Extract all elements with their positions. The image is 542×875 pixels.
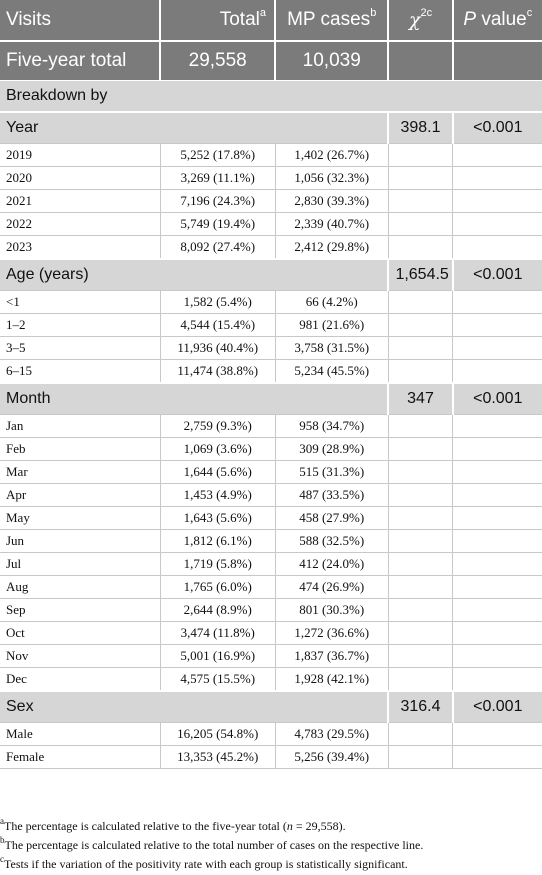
section-row-month xyxy=(0,383,542,415)
row-chi2-empty xyxy=(388,553,452,576)
row-mp-cases: 66 (4.2%) xyxy=(275,291,388,314)
row-total: 11,474 (38.8%) xyxy=(160,360,275,384)
row-p-empty xyxy=(453,622,542,645)
table-row xyxy=(0,360,542,384)
table-row xyxy=(0,314,542,337)
header-mp-cases: MP cases$^b$ xyxy=(275,0,388,41)
section-p-value: <0.001 xyxy=(453,259,542,291)
row-chi2-empty xyxy=(388,599,452,622)
row-chi2-empty xyxy=(388,746,452,769)
section-p-value: <0.001 xyxy=(453,383,542,415)
row-total: 3,269 (11.1%) xyxy=(160,167,275,190)
row-p-empty xyxy=(453,167,542,190)
row-mp-cases: 515 (31.3%) xyxy=(275,461,388,484)
table-row xyxy=(0,190,542,213)
row-total: 5,001 (16.9%) xyxy=(160,645,275,668)
table-row xyxy=(0,668,542,692)
footnote-c: $^c$Tests if the variation of the positivity rate with each group is statistically significant. xyxy=(0,854,408,871)
section-chi2: 398.1 xyxy=(388,112,452,144)
table-row xyxy=(0,553,542,576)
row-p-empty xyxy=(453,599,542,622)
row-p-empty xyxy=(453,236,542,260)
row-p-empty xyxy=(453,553,542,576)
row-chi2-empty xyxy=(388,291,452,314)
row-label: Apr xyxy=(0,484,160,507)
five-year-total-row xyxy=(0,41,542,81)
row-label: 2023 xyxy=(0,236,160,260)
section-row-sex xyxy=(0,691,542,723)
breakdown-row xyxy=(0,81,542,113)
row-mp-cases: 2,412 (29.8%) xyxy=(275,236,388,260)
row-mp-cases: 958 (34.7%) xyxy=(275,415,388,438)
row-chi2-empty xyxy=(388,530,452,553)
row-label: Aug xyxy=(0,576,160,599)
section-chi2: 316.4 xyxy=(388,691,452,723)
row-mp-cases: 1,272 (36.6%) xyxy=(275,622,388,645)
header-chi-square: $\chi^{2c}$ xyxy=(388,0,452,41)
section-label: Month xyxy=(0,383,388,415)
row-mp-cases: 2,830 (39.3%) xyxy=(275,190,388,213)
row-chi2-empty xyxy=(388,190,452,213)
row-label: <1 xyxy=(0,291,160,314)
row-chi2-empty xyxy=(388,668,452,692)
row-label: 2021 xyxy=(0,190,160,213)
header-row xyxy=(0,0,542,41)
row-p-empty xyxy=(453,213,542,236)
row-chi2-empty xyxy=(388,337,452,360)
row-label: Jun xyxy=(0,530,160,553)
row-mp-cases: 1,837 (36.7%) xyxy=(275,645,388,668)
row-total: 8,092 (27.4%) xyxy=(160,236,275,260)
table-sections xyxy=(0,112,542,769)
row-p-empty xyxy=(453,576,542,599)
row-label: Dec xyxy=(0,668,160,692)
row-total: 2,644 (8.9%) xyxy=(160,599,275,622)
row-p-empty xyxy=(453,415,542,438)
row-chi2-empty xyxy=(388,461,452,484)
row-label: Jan xyxy=(0,415,160,438)
row-chi2-empty xyxy=(388,144,452,167)
section-label: Sex xyxy=(0,691,388,723)
row-p-empty xyxy=(453,530,542,553)
header-p-value: P value$^c$ xyxy=(453,0,542,41)
table-row xyxy=(0,337,542,360)
row-chi2-empty xyxy=(388,236,452,260)
row-label: 6–15 xyxy=(0,360,160,384)
table-row xyxy=(0,167,542,190)
table-row xyxy=(0,415,542,438)
row-total: 1,644 (5.6%) xyxy=(160,461,275,484)
row-p-empty xyxy=(453,190,542,213)
row-p-empty xyxy=(453,723,542,746)
row-chi2-empty xyxy=(388,484,452,507)
row-mp-cases: 1,056 (32.3%) xyxy=(275,167,388,190)
row-mp-cases: 588 (32.5%) xyxy=(275,530,388,553)
row-label: May xyxy=(0,507,160,530)
row-total: 5,749 (19.4%) xyxy=(160,213,275,236)
row-p-empty xyxy=(453,337,542,360)
section-chi2: 347 xyxy=(388,383,452,415)
row-mp-cases: 3,758 (31.5%) xyxy=(275,337,388,360)
row-total: 4,544 (15.4%) xyxy=(160,314,275,337)
row-label: 2020 xyxy=(0,167,160,190)
row-label: Sep xyxy=(0,599,160,622)
row-label: 3–5 xyxy=(0,337,160,360)
footnote-a: $^a$The percentage is calculated relative to the five-year total (n = 29,558). xyxy=(0,816,346,833)
table-row xyxy=(0,723,542,746)
table-row xyxy=(0,236,542,260)
row-total: 1,453 (4.9%) xyxy=(160,484,275,507)
row-p-empty xyxy=(453,507,542,530)
row-p-empty xyxy=(453,645,542,668)
row-mp-cases: 801 (30.3%) xyxy=(275,599,388,622)
table-row xyxy=(0,144,542,167)
row-total: 1,582 (5.4%) xyxy=(160,291,275,314)
table-row xyxy=(0,530,542,553)
row-label: Female xyxy=(0,746,160,769)
table-row xyxy=(0,645,542,668)
row-total: 5,252 (17.8%) xyxy=(160,144,275,167)
row-label: 2022 xyxy=(0,213,160,236)
row-mp-cases: 309 (28.9%) xyxy=(275,438,388,461)
footnote-b: $^b$The percentage is calculated relative to the total number of cases on the respective line. xyxy=(0,835,424,852)
row-label: Jul xyxy=(0,553,160,576)
row-total: 1,643 (5.6%) xyxy=(160,507,275,530)
row-chi2-empty xyxy=(388,314,452,337)
table-row xyxy=(0,507,542,530)
row-chi2-empty xyxy=(388,622,452,645)
row-chi2-empty xyxy=(388,645,452,668)
footnotes xyxy=(0,817,542,874)
section-chi2: 1,654.5 xyxy=(388,259,452,291)
section-label: Year xyxy=(0,112,388,144)
row-chi2-empty xyxy=(388,360,452,384)
row-p-empty xyxy=(453,484,542,507)
header-total: Total$^a$ xyxy=(160,0,275,41)
header-visits: Visits xyxy=(0,0,160,41)
section-label: Age (years) xyxy=(0,259,388,291)
row-label: Nov xyxy=(0,645,160,668)
row-p-empty xyxy=(453,144,542,167)
row-chi2-empty xyxy=(388,723,452,746)
row-total: 11,936 (40.4%) xyxy=(160,337,275,360)
table-row xyxy=(0,746,542,769)
row-mp-cases: 2,339 (40.7%) xyxy=(275,213,388,236)
row-total: 2,759 (9.3%) xyxy=(160,415,275,438)
row-total: 3,474 (11.8%) xyxy=(160,622,275,645)
row-total: 1,069 (3.6%) xyxy=(160,438,275,461)
row-mp-cases: 474 (26.9%) xyxy=(275,576,388,599)
row-chi2-empty xyxy=(388,213,452,236)
table-row xyxy=(0,622,542,645)
table-row xyxy=(0,213,542,236)
row-p-empty xyxy=(453,291,542,314)
row-mp-cases: 5,256 (39.4%) xyxy=(275,746,388,769)
row-chi2-empty xyxy=(388,438,452,461)
row-mp-cases: 1,402 (26.7%) xyxy=(275,144,388,167)
row-p-empty xyxy=(453,314,542,337)
row-label: Male xyxy=(0,723,160,746)
row-mp-cases: 412 (24.0%) xyxy=(275,553,388,576)
row-mp-cases: 1,928 (42.1%) xyxy=(275,668,388,692)
section-p-value: <0.001 xyxy=(453,691,542,723)
row-mp-cases: 5,234 (45.5%) xyxy=(275,360,388,384)
section-p-value: <0.001 xyxy=(453,112,542,144)
breakdown-label: Breakdown by xyxy=(0,81,542,113)
table-row xyxy=(0,576,542,599)
row-label: Oct xyxy=(0,622,160,645)
row-chi2-empty xyxy=(388,415,452,438)
row-label: 1–2 xyxy=(0,314,160,337)
section-row-year xyxy=(0,112,542,144)
table-row xyxy=(0,484,542,507)
row-total: 16,205 (54.8%) xyxy=(160,723,275,746)
row-p-empty xyxy=(453,438,542,461)
row-mp-cases: 4,783 (29.5%) xyxy=(275,723,388,746)
section-row-age xyxy=(0,259,542,291)
row-mp-cases: 981 (21.6%) xyxy=(275,314,388,337)
row-chi2-empty xyxy=(388,167,452,190)
row-chi2-empty xyxy=(388,576,452,599)
row-label: 2019 xyxy=(0,144,160,167)
five-year-mp-value: 10,039 xyxy=(275,41,388,81)
table-row xyxy=(0,461,542,484)
table-row xyxy=(0,291,542,314)
row-total: 1,812 (6.1%) xyxy=(160,530,275,553)
table-row xyxy=(0,599,542,622)
row-p-empty xyxy=(453,461,542,484)
row-total: 1,719 (5.8%) xyxy=(160,553,275,576)
row-p-empty xyxy=(453,746,542,769)
row-total: 4,575 (15.5%) xyxy=(160,668,275,692)
row-label: Mar xyxy=(0,461,160,484)
row-total: 13,353 (45.2%) xyxy=(160,746,275,769)
row-total: 7,196 (24.3%) xyxy=(160,190,275,213)
row-label: Feb xyxy=(0,438,160,461)
row-mp-cases: 458 (27.9%) xyxy=(275,507,388,530)
table-row xyxy=(0,438,542,461)
row-p-empty xyxy=(453,668,542,692)
five-year-label: Five-year total xyxy=(0,41,160,81)
row-mp-cases: 487 (33.5%) xyxy=(275,484,388,507)
five-year-total-value: 29,558 xyxy=(160,41,275,81)
row-p-empty xyxy=(453,360,542,384)
row-total: 1,765 (6.0%) xyxy=(160,576,275,599)
row-chi2-empty xyxy=(388,507,452,530)
